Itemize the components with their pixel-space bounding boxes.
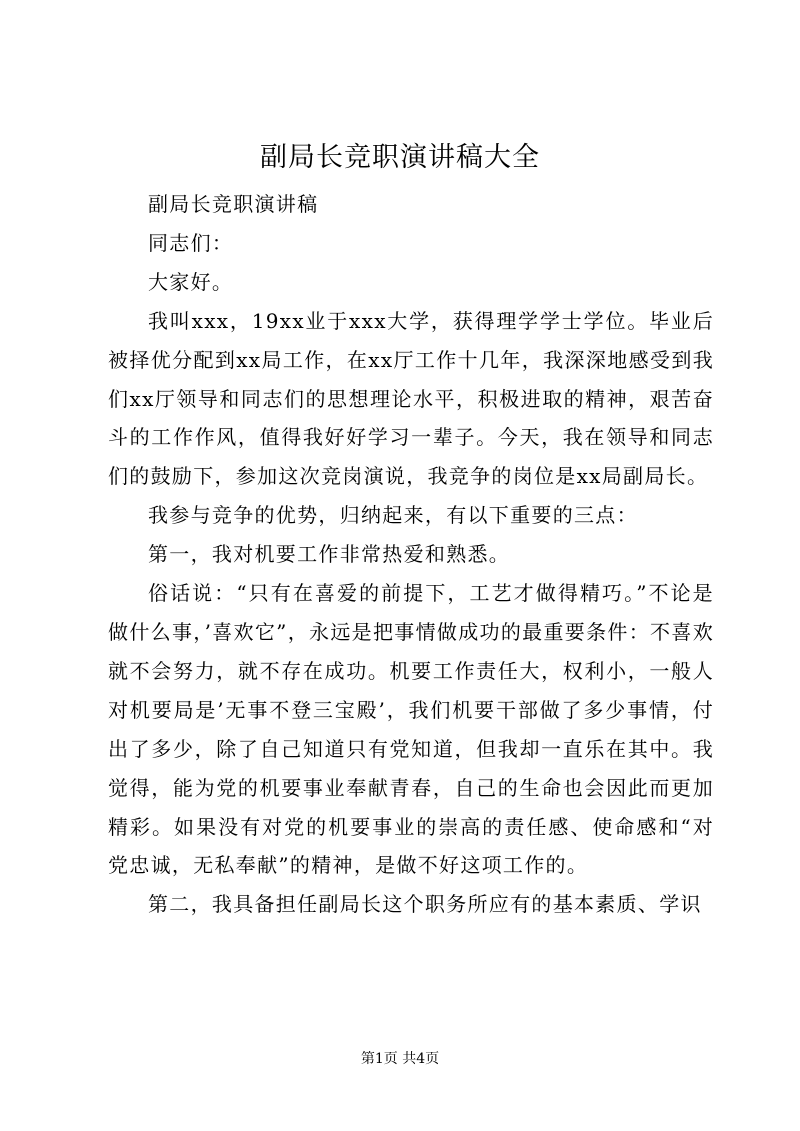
document-body: [108, 185, 714, 924]
paragraph-point-one-detail: 俗话说：“只有在喜爱的前提下，工艺才做得精巧。”不论是做什么事，’喜欢它”，永远是把事情做成功的最重要条件：不喜欢就不会努力，就不存在成功。机要工作责任大，权利小，一般人对机要局是’无事不登三宝殿’，我们机要干部做了多少事情，付出了多少，除了自己知道只有党知道，但我却一直乐在其中。我觉得，能为党的机要事业奉献青春，自己的生命也会因此而更加精彩。如果没有对党的机要事业的崇高的责任感、使命感和“对党忠诚，无私奉献”的精神，是做不好这项工作的。: [108, 581, 714, 878]
paragraph-point-one: 第一，我对机要工作非常热爱和熟悉。: [148, 542, 511, 567]
paragraph-point-two: 第二，我具备担任副局长这个职务所应有的基本素质、学识: [148, 892, 702, 917]
page-title: 副局长竞职演讲稿大全: [260, 142, 540, 173]
page-footer: 第1页 共4页: [360, 1051, 440, 1067]
paragraph-greeting: 大家好。: [148, 269, 234, 294]
paragraph-introduction: 我叫xxx，19xx业于xxx大学，获得理学学士学位。毕业后被择优分配到xx局工作，在xx厅工作十几年，我深深地感受到我们xx厅领导和同志们的思想理论水平，积极进取的精神，艰苦奋斗的工作作风，值得我好好学习一辈子。今天，我在领导和同志们的鼓励下，参加这次竞岗演说，我竞争的岗位是xx局副局长。: [108, 308, 714, 489]
paragraph-salutation: 同志们：: [148, 230, 234, 255]
paragraph-advantages-intro: 我参与竞争的优势，归纳起来，有以下重要的三点：: [148, 503, 638, 528]
paragraph-subtitle: 副局长竞职演讲稿: [148, 192, 319, 216]
